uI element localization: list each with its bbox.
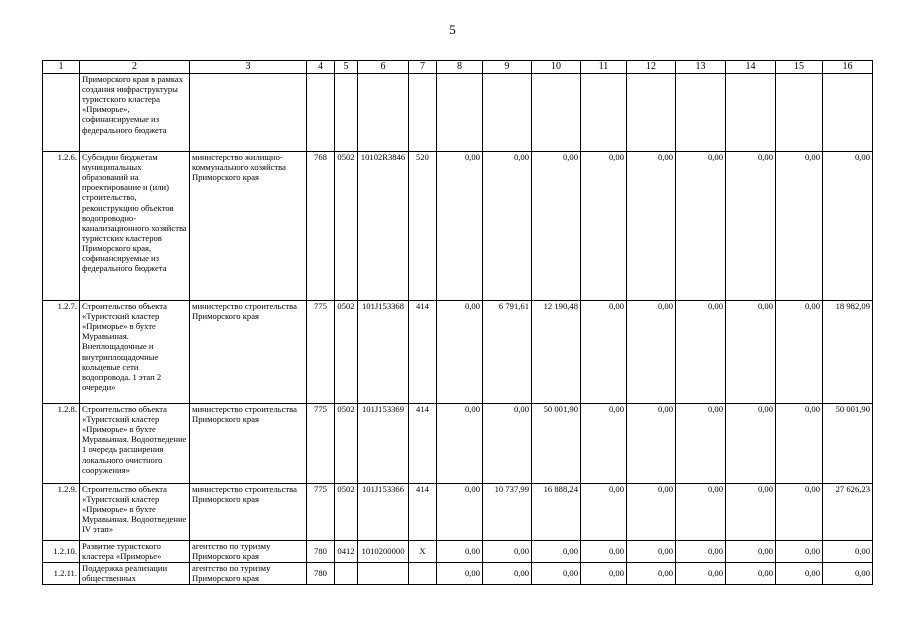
row-code-c5	[335, 73, 358, 151]
row-executor: агентство по туризму Приморского края	[190, 540, 307, 562]
row-id: 1.2.11.	[43, 562, 80, 584]
row-value: 0,00	[437, 483, 483, 540]
row-value: 0,00	[437, 403, 483, 483]
row-value: 0,00	[823, 562, 873, 584]
table-row	[43, 483, 873, 540]
row-value: 10 737,99	[483, 483, 532, 540]
row-value: 0,00	[581, 403, 627, 483]
row-value: 0,00	[483, 562, 532, 584]
column-header: 2	[80, 61, 190, 74]
column-header: 12	[627, 61, 676, 74]
row-code-c4	[307, 73, 335, 151]
row-value: 0,00	[483, 403, 532, 483]
row-code-c4: 780	[307, 562, 335, 584]
row-value: 0,00	[532, 151, 581, 300]
row-executor: министерство строительства Приморского края	[190, 300, 307, 403]
row-value: 50 001,90	[532, 403, 581, 483]
row-value: 0,00	[627, 403, 676, 483]
row-code-c7: 520	[409, 151, 437, 300]
column-header: 10	[532, 61, 581, 74]
row-value: 0,00	[581, 151, 627, 300]
table-row	[43, 300, 873, 403]
row-id: 1.2.9.	[43, 483, 80, 540]
row-code-c7	[409, 73, 437, 151]
row-code-c6	[358, 562, 409, 584]
row-code-c7	[409, 562, 437, 584]
row-value: 0,00	[726, 540, 776, 562]
table-row	[43, 540, 873, 562]
row-value: 6 791,61	[483, 300, 532, 403]
row-executor: министерство жилищно-коммунального хозяйства Приморского края	[190, 151, 307, 300]
table-row	[43, 403, 873, 483]
row-name: Приморского края в рамках создания инфраструктуры туристского кластера «Приморье», софинансируемые из федерального бюджета	[80, 73, 190, 151]
column-header: 16	[823, 61, 873, 74]
column-number-header-row	[43, 61, 873, 74]
row-name: Субсидии бюджетам муниципальных образований на проектирование и (или) строительство, реконструкцию объектов водопроводно-канализационного хозяйства туристских кластеров Приморского края, софинансируемые из федерального бюджета	[80, 151, 190, 300]
row-value: 16 888,24	[532, 483, 581, 540]
row-executor: агентство по туризму Приморского края	[190, 562, 307, 584]
row-value: 0,00	[676, 483, 726, 540]
row-code-c6: 101J153366	[358, 483, 409, 540]
row-value: 0,00	[726, 483, 776, 540]
row-value: 0,00	[776, 562, 823, 584]
row-code-c4: 768	[307, 151, 335, 300]
row-value	[823, 73, 873, 151]
row-code-c4: 775	[307, 483, 335, 540]
row-value	[676, 73, 726, 151]
row-value: 0,00	[676, 540, 726, 562]
row-value: 0,00	[726, 562, 776, 584]
row-executor	[190, 73, 307, 151]
row-code-c7: 414	[409, 403, 437, 483]
row-value	[437, 73, 483, 151]
row-value	[776, 73, 823, 151]
budget-table	[42, 60, 873, 585]
row-value: 0,00	[676, 300, 726, 403]
row-name: Развитие туристского кластера «Приморье»	[80, 540, 190, 562]
column-header: 14	[726, 61, 776, 74]
row-value: 0,00	[581, 540, 627, 562]
row-value: 0,00	[483, 540, 532, 562]
row-value: 0,00	[776, 151, 823, 300]
row-code-c6: 1010200000	[358, 540, 409, 562]
row-value: 0,00	[776, 483, 823, 540]
row-value: 0,00	[437, 562, 483, 584]
row-value: 0,00	[776, 300, 823, 403]
row-code-c7: X	[409, 540, 437, 562]
table-row	[43, 151, 873, 300]
column-header: 7	[409, 61, 437, 74]
row-code-c7: 414	[409, 483, 437, 540]
row-value: 0,00	[776, 540, 823, 562]
row-code-c6	[358, 73, 409, 151]
column-header: 4	[307, 61, 335, 74]
table-row	[43, 73, 873, 151]
row-value	[581, 73, 627, 151]
row-value: 0,00	[823, 540, 873, 562]
column-header: 15	[776, 61, 823, 74]
column-header: 5	[335, 61, 358, 74]
column-header: 13	[676, 61, 726, 74]
row-name: Поддержка реализации общественных	[80, 562, 190, 584]
row-code-c4: 775	[307, 403, 335, 483]
row-code-c5: 0502	[335, 483, 358, 540]
row-value	[532, 73, 581, 151]
row-value: 0,00	[627, 300, 676, 403]
column-header: 9	[483, 61, 532, 74]
row-id: 1.2.6.	[43, 151, 80, 300]
row-value: 27 626,23	[823, 483, 873, 540]
row-id: 1.2.7.	[43, 300, 80, 403]
row-value: 12 190,48	[532, 300, 581, 403]
row-value: 0,00	[437, 540, 483, 562]
row-value: 0,00	[483, 151, 532, 300]
column-header: 1	[43, 61, 80, 74]
row-id: 1.2.10.	[43, 540, 80, 562]
row-executor: министерство строительства Приморского края	[190, 483, 307, 540]
row-value: 0,00	[437, 300, 483, 403]
row-id: 1.2.8.	[43, 403, 80, 483]
row-id	[43, 73, 80, 151]
row-value: 0,00	[627, 483, 676, 540]
row-code-c6: 10102R3846	[358, 151, 409, 300]
row-code-c4: 780	[307, 540, 335, 562]
row-value	[483, 73, 532, 151]
row-value: 0,00	[676, 403, 726, 483]
row-value: 0,00	[776, 403, 823, 483]
table-row	[43, 562, 873, 584]
row-value: 50 001,90	[823, 403, 873, 483]
row-code-c5: 0502	[335, 403, 358, 483]
row-value: 0,00	[532, 540, 581, 562]
row-code-c7: 414	[409, 300, 437, 403]
row-value: 18 982,09	[823, 300, 873, 403]
row-name: Строительство объекта «Туристский кластер «Приморье» в бухте Муравьиная. Водоотведение 1 очередь расширения локального очистного сооружения»	[80, 403, 190, 483]
row-code-c5	[335, 562, 358, 584]
row-value: 0,00	[581, 562, 627, 584]
row-value: 0,00	[627, 562, 676, 584]
row-code-c5: 0412	[335, 540, 358, 562]
row-value: 0,00	[726, 300, 776, 403]
column-header: 3	[190, 61, 307, 74]
row-value: 0,00	[726, 151, 776, 300]
row-code-c6: 101J153368	[358, 300, 409, 403]
row-code-c5: 0502	[335, 151, 358, 300]
row-value: 0,00	[627, 540, 676, 562]
column-header: 8	[437, 61, 483, 74]
row-value: 0,00	[581, 300, 627, 403]
column-header: 6	[358, 61, 409, 74]
row-value	[726, 73, 776, 151]
row-value	[627, 73, 676, 151]
row-value: 0,00	[726, 403, 776, 483]
row-code-c5: 0502	[335, 300, 358, 403]
row-value: 0,00	[437, 151, 483, 300]
row-value: 0,00	[581, 483, 627, 540]
row-value: 0,00	[627, 151, 676, 300]
row-value: 0,00	[532, 562, 581, 584]
row-value: 0,00	[676, 562, 726, 584]
row-value: 0,00	[823, 151, 873, 300]
row-value: 0,00	[676, 151, 726, 300]
row-name: Строительство объекта «Туристский кластер «Приморье» в бухте Муравьиная. Водоотведение IV этап»	[80, 483, 190, 540]
row-executor: министерство строительства Приморского края	[190, 403, 307, 483]
column-header: 11	[581, 61, 627, 74]
page-number: 5	[449, 22, 456, 37]
row-code-c4: 775	[307, 300, 335, 403]
row-name: Строительство объекта «Туристский кластер «Приморье» в бухте Муравьиная. Внеплощадочные и внутриплощадочные кольцевые сети водопровода. 1 этап 2 очереди»	[80, 300, 190, 403]
row-code-c6: 101J153369	[358, 403, 409, 483]
